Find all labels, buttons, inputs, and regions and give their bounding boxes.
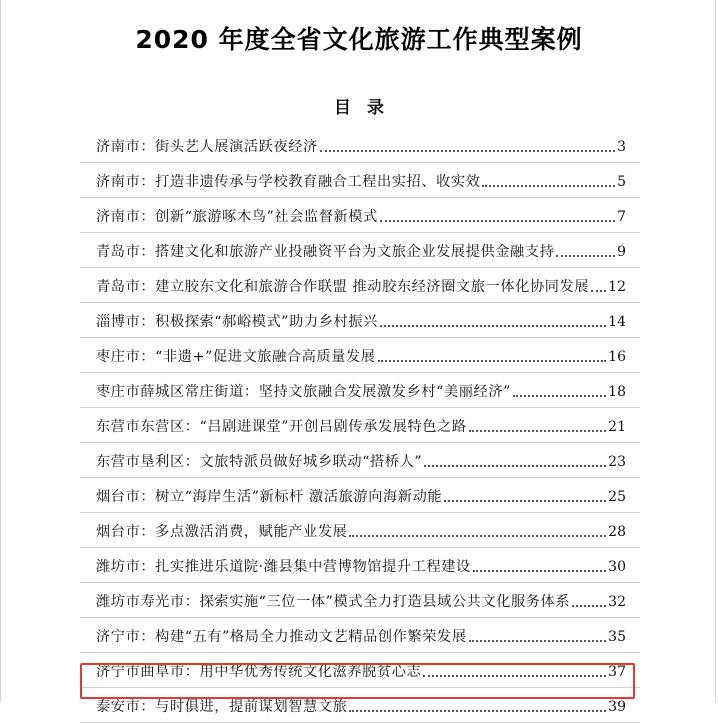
toc-entry[interactable] xyxy=(80,688,640,723)
toc-page-number: 28 xyxy=(608,524,626,540)
toc-entry[interactable] xyxy=(80,478,640,513)
toc-entry-title: 烟台市：树立“海岸生活”新标杆 激活旅游向海新动能 xyxy=(96,489,443,505)
toc-entry[interactable] xyxy=(80,583,640,618)
toc-entry-title: 济宁市：构建“五有”格局全力推动文艺精品创作繁荣发展 xyxy=(96,629,467,645)
toc-entry-title: 枣庄市薛城区常庄街道：坚持文旅融合发展激发乡村“美丽经济” xyxy=(96,384,511,400)
toc-entry[interactable] xyxy=(80,198,640,233)
toc-entry[interactable] xyxy=(80,163,640,198)
toc-entry[interactable] xyxy=(80,408,640,443)
toc-entry[interactable] xyxy=(80,128,640,163)
toc-page-number: 23 xyxy=(608,454,626,470)
toc-page-number: 14 xyxy=(608,314,626,330)
toc-entry[interactable] xyxy=(80,443,640,478)
toc-entry-title: 枣庄市：“非遗+”促进文旅融合高质量发展 xyxy=(96,349,376,365)
toc-entry[interactable] xyxy=(80,373,640,408)
toc-page-number: 32 xyxy=(608,594,626,610)
toc-entry-title: 潍坊市：扎实推进乐道院·潍县集中营博物馆提升工程建设 xyxy=(96,559,471,575)
dot-leader xyxy=(469,426,607,432)
dot-leader xyxy=(482,181,615,187)
toc-entry-title: 淄博市：积极探索“郝峪模式”助力乡村振兴 xyxy=(96,314,378,330)
toc-entry[interactable] xyxy=(80,303,640,338)
toc-entry[interactable] xyxy=(80,548,640,583)
toc-entry-title: 潍坊市寿光市：探索实施“三位一体”模式全力打造县域公共文化服务体系 xyxy=(96,594,571,610)
toc-entry-title: 泰安市：与时俱进，提前谋划智慧文旅 xyxy=(96,699,348,715)
toc-entry[interactable] xyxy=(80,653,640,688)
toc-entry-title: 东营市垦利区：文旅特派员做好城乡联动“搭桥人” xyxy=(96,454,423,470)
toc-page-number: 37 xyxy=(608,664,626,680)
toc-page-number: 3 xyxy=(617,139,626,155)
dot-leader xyxy=(444,496,606,502)
toc-entry[interactable] xyxy=(80,338,640,373)
dot-leader xyxy=(572,601,606,607)
dot-leader xyxy=(320,146,615,152)
toc-page-number: 30 xyxy=(608,559,626,575)
dot-leader xyxy=(380,321,606,327)
dot-leader xyxy=(424,461,606,467)
toc-page-number: 16 xyxy=(608,349,626,365)
toc-entry-title: 济南市：打造非遗传承与学校教育融合工程出实招、收实效 xyxy=(96,174,481,190)
dot-leader xyxy=(349,706,606,712)
dot-leader xyxy=(473,566,606,572)
toc-entry-title: 东营市东营区：“吕剧进课堂”开创吕剧传承发展特色之路 xyxy=(96,419,467,435)
dot-leader xyxy=(349,531,606,537)
dot-leader xyxy=(591,286,606,292)
toc-page-number: 7 xyxy=(617,209,626,225)
dot-leader xyxy=(423,671,606,677)
dot-leader xyxy=(469,636,607,642)
toc-entry-title: 济南市：创新“旅游啄木鸟”社会监督新模式 xyxy=(96,209,378,225)
toc-entry-title: 青岛市：建立胶东文化和旅游合作联盟 推动胶东经济圈文旅一体化协同发展 xyxy=(96,279,590,295)
toc-entry[interactable] xyxy=(80,618,640,653)
table-of-contents xyxy=(80,128,640,723)
toc-entry[interactable] xyxy=(80,268,640,303)
toc-page-number: 25 xyxy=(608,489,626,505)
toc-page-number: 5 xyxy=(617,174,626,190)
toc-entry-title: 烟台市：多点激活消费，赋能产业发展 xyxy=(96,524,348,540)
toc-page-number: 39 xyxy=(608,699,626,715)
toc-entry-title: 济南市：街头艺人展演活跃夜经济 xyxy=(96,139,318,155)
toc-page-number: 9 xyxy=(617,244,626,260)
toc-entry-title: 青岛市：搭建文化和旅游产业投融资平台为文旅企业发展提供金融支持 xyxy=(96,244,555,260)
toc-heading: 目录 xyxy=(334,98,400,118)
toc-page-number: 12 xyxy=(608,279,626,295)
toc-entry-title: 济宁市曲阜市：用中华优秀传统文化滋养脱贫心志 xyxy=(96,664,422,680)
toc-page-number: 18 xyxy=(608,384,626,400)
dot-leader xyxy=(556,251,615,257)
dot-leader xyxy=(380,216,615,222)
dot-leader xyxy=(513,391,606,397)
document-title: 2020 年度全省文化旅游工作典型案例 xyxy=(135,25,583,54)
toc-page-number: 35 xyxy=(608,629,626,645)
dot-leader xyxy=(378,356,607,362)
toc-entry[interactable] xyxy=(80,513,640,548)
toc-page-number: 21 xyxy=(608,419,626,435)
toc-entry[interactable] xyxy=(80,233,640,268)
